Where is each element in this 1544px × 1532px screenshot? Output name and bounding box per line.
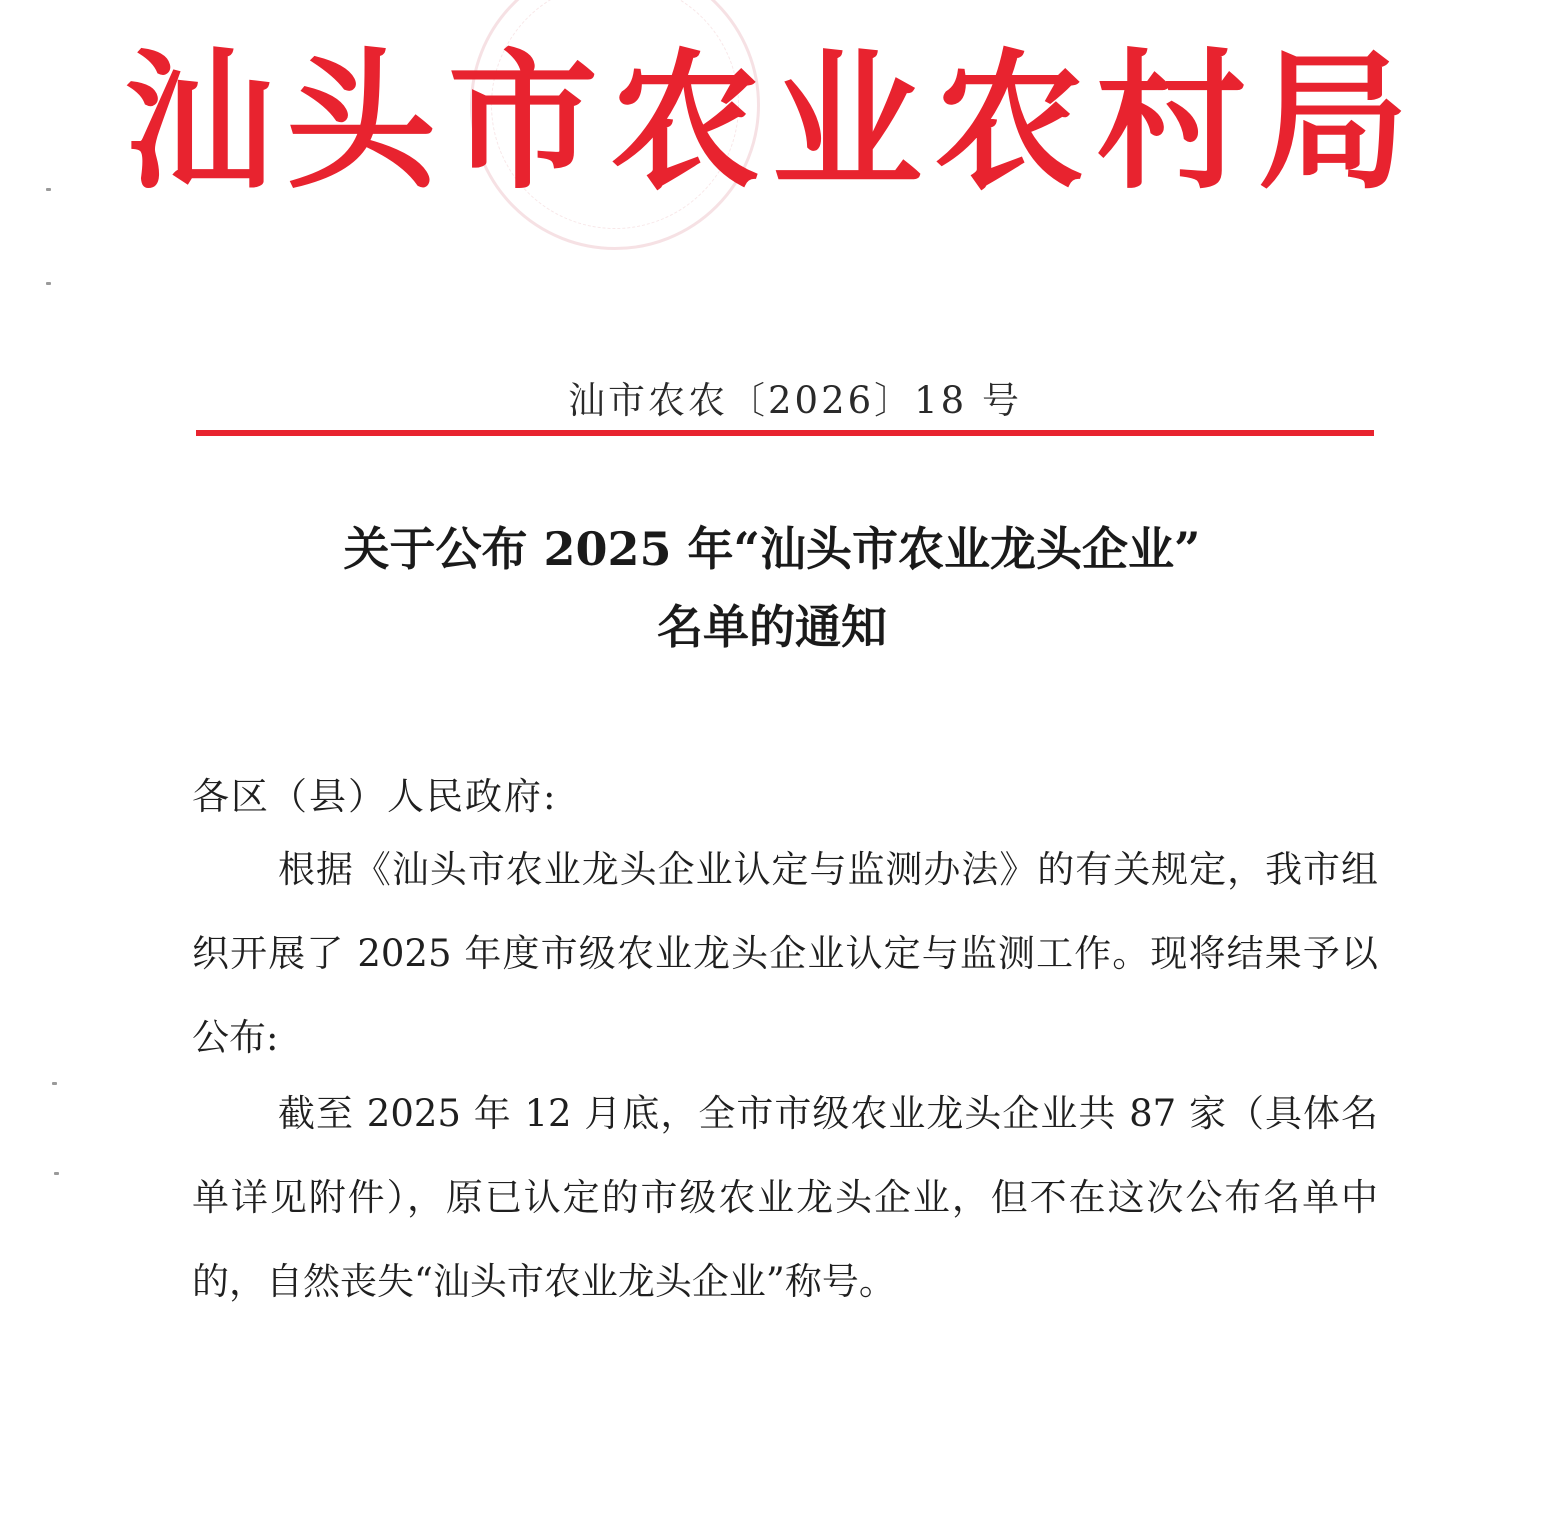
scan-speck xyxy=(46,282,51,285)
document-number: 汕市农农〔2026〕18 号 xyxy=(567,379,1022,422)
title-line-2: 名单的通知 xyxy=(657,600,887,654)
scan-speck xyxy=(46,188,51,191)
red-divider-line xyxy=(196,430,1374,436)
document-title xyxy=(180,510,1364,666)
body-paragraph-2: 截至 2025 年 12 月底，全市市级农业龙头企业共 87 家（具体名单详见附件），原已认定的市级农业龙头企业，但不在这次公布名单中的，自然丧失“汕头市农业龙头企业”称号。 xyxy=(192,1092,1378,1303)
scan-speck xyxy=(54,1172,59,1175)
salutation: 各区（县）人民政府: xyxy=(192,775,558,818)
title-line-1: 关于公布 2025 年“汕头市农业龙头企业” xyxy=(343,522,1201,576)
body-paragraph-1: 根据《汕头市农业龙头企业认定与监测办法》的有关规定，我市组织开展了 2025 年度市级农业龙头企业认定与监测工作。现将结果予以公布: xyxy=(192,848,1378,1059)
issuer-masthead: 汕头市农业农村局 xyxy=(123,36,1420,210)
scan-speck xyxy=(52,1082,57,1085)
